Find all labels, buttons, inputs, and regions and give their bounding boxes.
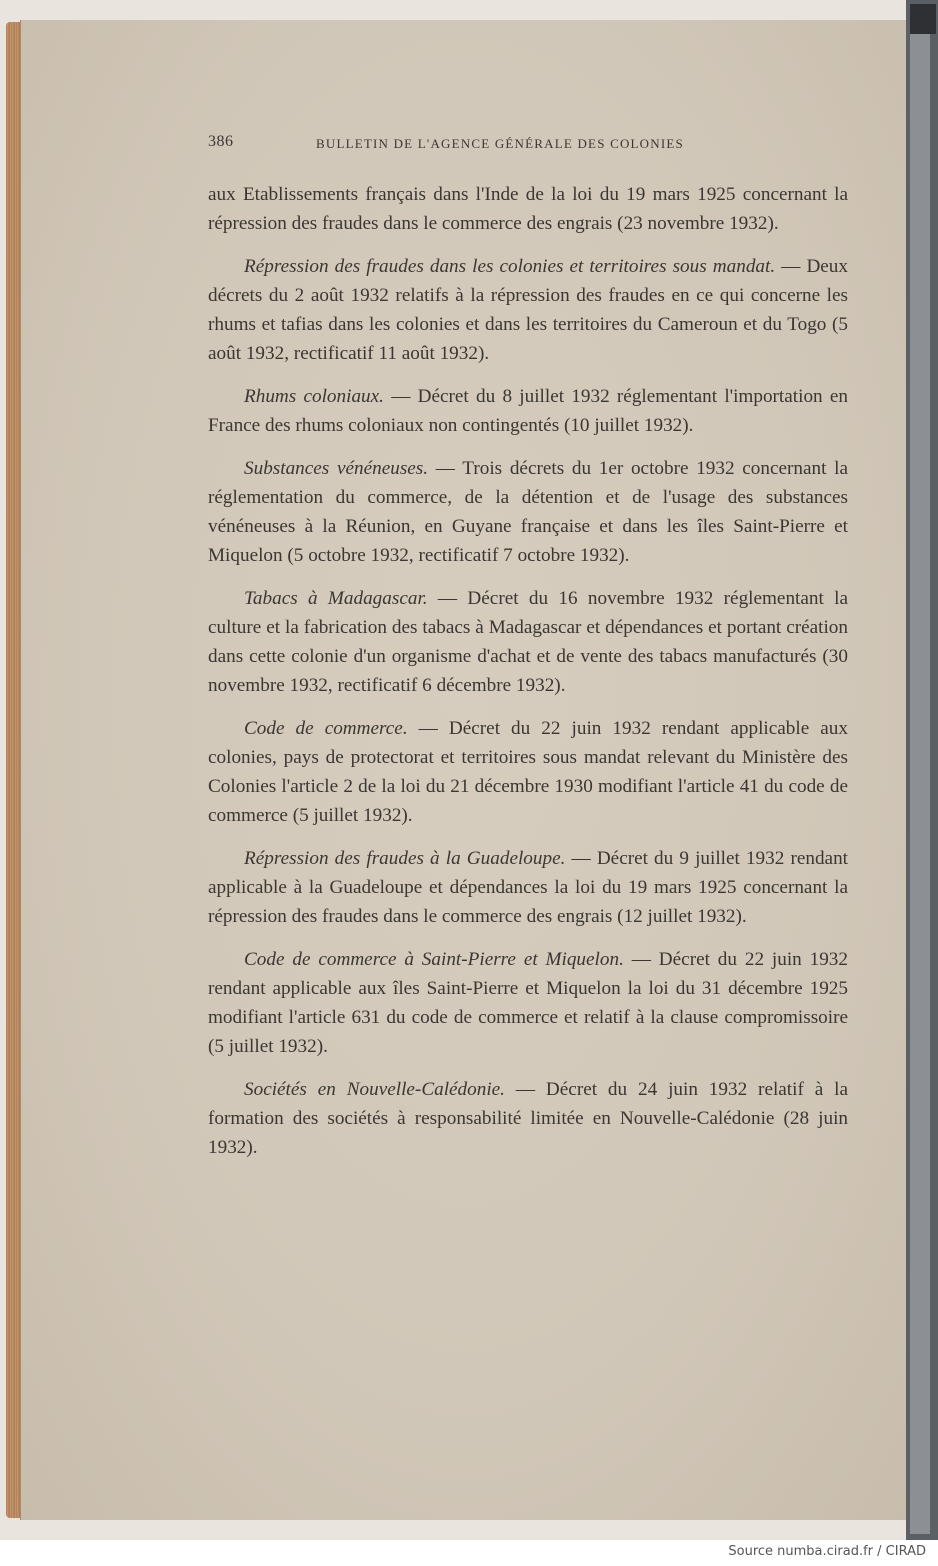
paragraph-lead: Tabacs à Madagascar. [244,588,428,609]
paragraph-body: — Décret du 22 juin 1932 rendant applicable aux îles Saint-Pierre et Miquelon la loi du 31 décembre 1925 modifiant l'article 631 du code de commerce et relatif à la clause compromissoire (5 juillet 1932). [208,949,848,1057]
paragraph-body: — Décret du 24 juin 1932 relatif à la formation des sociétés à responsabilité limitée en Nouvelle-Calédonie (28 juin 1932). [208,1079,848,1158]
paragraph-lead: Sociétés en Nouvelle-Calédonie. [244,1079,505,1100]
paragraph-body: — Décret du 22 juin 1932 rendant applicable aux colonies, pays de protectorat et territoires sous mandat relevant du Ministère des Colonies l'article 2 de la loi du 21 décembre 1930 modifiant l'article 41 du code de commerce (5 juillet 1932). [208,718,848,826]
paragraph-lead: Substances vénéneuses. [244,458,429,479]
paragraph [208,844,848,931]
paragraph [208,454,848,570]
paragraph-lead: Code de commerce à Saint-Pierre et Miquelon. [244,949,624,970]
paragraph-body: — Deux décrets du 2 août 1932 relatifs à la répression des fraudes en ce qui concerne les rhums et tafias dans les colonies et dans les territoires du Cameroun et du Togo (5 août 1932, rectificatif 11 août 1932). [208,256,848,364]
binding-tab [910,4,936,34]
binding-strip [906,0,938,1540]
paragraph [208,252,848,368]
paragraph-lead: Code de commerce. [244,718,408,739]
paragraph-lead: Rhums coloniaux. [244,386,384,407]
paragraph [208,382,848,440]
paragraph-body: aux Etablissements français dans l'Inde de la loi du 19 mars 1925 concernant la répression des fraudes dans le commerce des engrais (23 novembre 1932). [208,184,848,234]
paragraph-body: — Trois décrets du 1er octobre 1932 concernant la réglementation du commerce, de la détention et de l'usage des substances vénéneuses à la Réunion, en Guyane française et dans les îles Saint-Pierre et Miquelon (5 octobre 1932, rectificatif 7 octobre 1932). [208,458,848,566]
paragraph-body: — Décret du 16 novembre 1932 réglementant la culture et la fabrication des tabacs à Madagascar et dépendances et portant création dans cette colonie d'un organisme d'achat et de vente des tabacs manufacturés (30 novembre 1932, rectificatif 6 décembre 1932). [208,588,848,696]
paragraph-body: — Décret du 9 juillet 1932 rendant applicable à la Guadeloupe et dépendances la loi du 19 mars 1925 concernant la répression des fraudes dans le commerce des engrais (12 juillet 1932). [208,848,848,927]
paragraph-lead: Répression des fraudes dans les colonies et territoires sous mandat. [244,256,776,277]
page-number: 386 [208,133,234,150]
paragraph-lead: Répression des fraudes à la Guadeloupe. [244,848,566,869]
running-title: BULLETIN DE L'AGENCE GÉNÉRALE DES COLONIES [316,136,684,151]
paragraph [208,1075,848,1162]
body-text [208,180,848,1176]
binding-inner-strip [910,34,930,1534]
paragraph [208,584,848,700]
paragraph [208,714,848,830]
paragraph-body: — Décret du 8 juillet 1932 réglementant l'importation en France des rhums coloniaux non contingentés (10 juillet 1932). [208,386,848,436]
source-credit: Source numba.cirad.fr / CIRAD [728,1544,926,1559]
paragraph [208,180,848,238]
paragraph [208,945,848,1061]
